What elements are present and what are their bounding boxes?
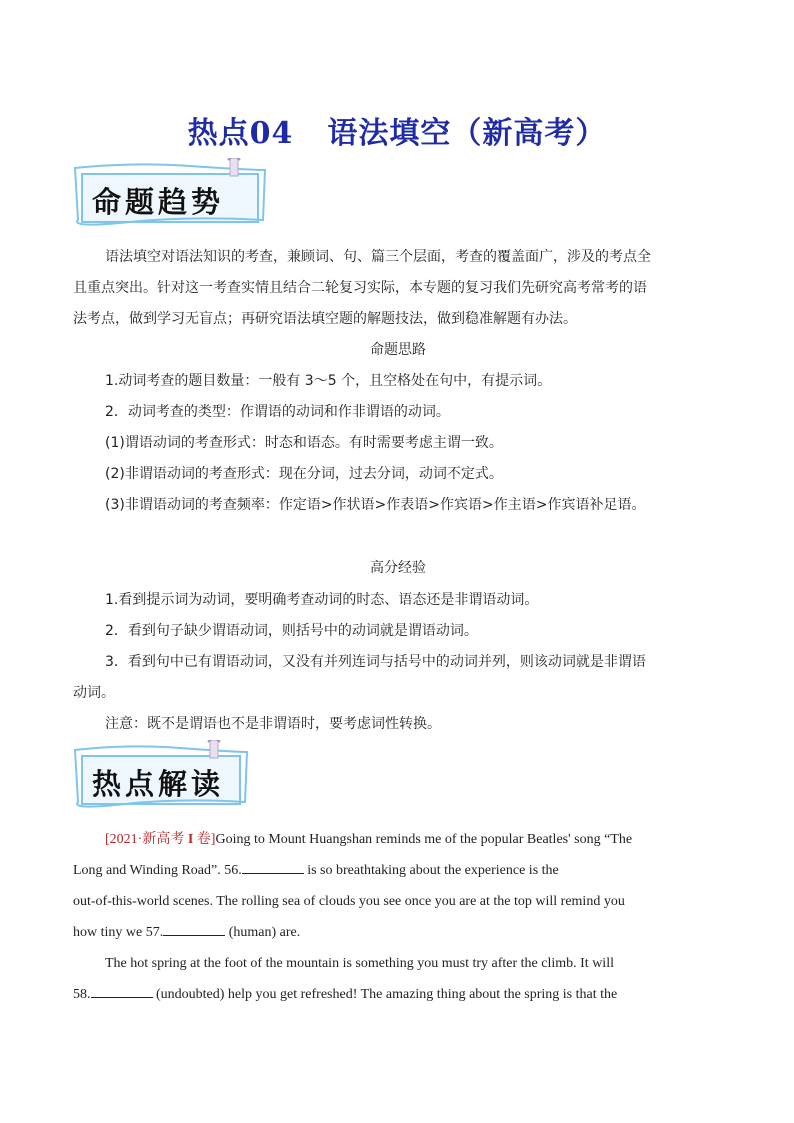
source-tag: [2021·新高考 I 卷]	[105, 832, 216, 847]
thinking-list	[73, 366, 723, 521]
intro-line: 且重点突出。针对这一考查实情且结合二轮复习实际，本专题的复习我们先研究高考常考的语	[73, 280, 647, 296]
passage	[73, 824, 723, 1010]
passage-line: out-of-this-world scenes. The rolling sea of clouds you see once you are at the top will remind you	[73, 894, 625, 909]
thinking-heading: 命题思路	[370, 342, 426, 358]
experience-list	[73, 585, 723, 740]
list-item: 动词。	[73, 685, 115, 701]
page-title	[0, 108, 794, 152]
list-item: (2)非谓语动词的考查形式：现在分词，过去分词，动词不定式。	[105, 466, 503, 482]
experience-heading: 高分经验	[370, 560, 426, 576]
list-item: (3)非谓语动词的考查频率：作定语>作状语>作表语>作宾语>作主语>作宾语补足语。	[105, 497, 646, 513]
section-badge-trend	[70, 158, 270, 230]
list-item: (1)谓语动词的考查形式：时态和语态。有时需要考虑主谓一致。	[105, 435, 503, 451]
blank-58	[91, 985, 153, 998]
list-item: 注意：既不是谓语也不是非谓语时，要考虑词性转换。	[105, 716, 441, 732]
badge-label: 热点解读	[92, 767, 225, 801]
list-item: 1.看到提示词为动词，要明确考查动词的时态、语态还是非谓语动词。	[105, 592, 539, 608]
section-badge-analysis	[70, 740, 252, 812]
title-part2: 语法填空（新高考）	[327, 116, 607, 151]
passage-line: how tiny we 57. (human) are.	[73, 925, 301, 940]
passage-line: 58. (undoubted) help you get refreshed! The amazing thing about the spring is that the	[73, 987, 618, 1002]
list-item: 3．看到句中已有谓语动词，又没有并列连词与括号中的动词并列，则该动词就是非谓语	[105, 654, 646, 670]
intro-line: 语法填空对语法知识的考查，兼顾词、句、篇三个层面，考查的覆盖面广，涉及的考点全	[105, 249, 651, 265]
intro-paragraph	[73, 242, 723, 335]
blank-56	[242, 861, 304, 874]
title-number: 04	[249, 116, 294, 151]
intro-line: 法考点，做到学习无盲点；再研究语法填空题的解题技法，做到稳准解题有办法。	[73, 311, 577, 327]
passage-line: The hot spring at the foot of the mountain is something you must try after the climb. It will	[105, 956, 614, 971]
list-item: 2．动词考查的类型：作谓语的动词和作非谓语的动词。	[105, 404, 450, 420]
badge-label: 命题趋势	[92, 185, 225, 219]
title-part1: 热点	[187, 116, 250, 151]
passage-line: [2021·新高考 I 卷]Going to Mount Huangshan reminds me of the popular Beatles' song “The	[105, 832, 633, 847]
list-item: 2．看到句子缺少谓语动词，则括号中的动词就是谓语动词。	[105, 623, 478, 639]
list-item: 1.动词考查的题目数量：一般有 3～5 个，且空格处在句中，有提示词。	[105, 373, 552, 389]
passage-line: Long and Winding Road”. 56. is so breathtaking about the experience is the	[73, 863, 559, 878]
blank-57	[163, 923, 225, 936]
